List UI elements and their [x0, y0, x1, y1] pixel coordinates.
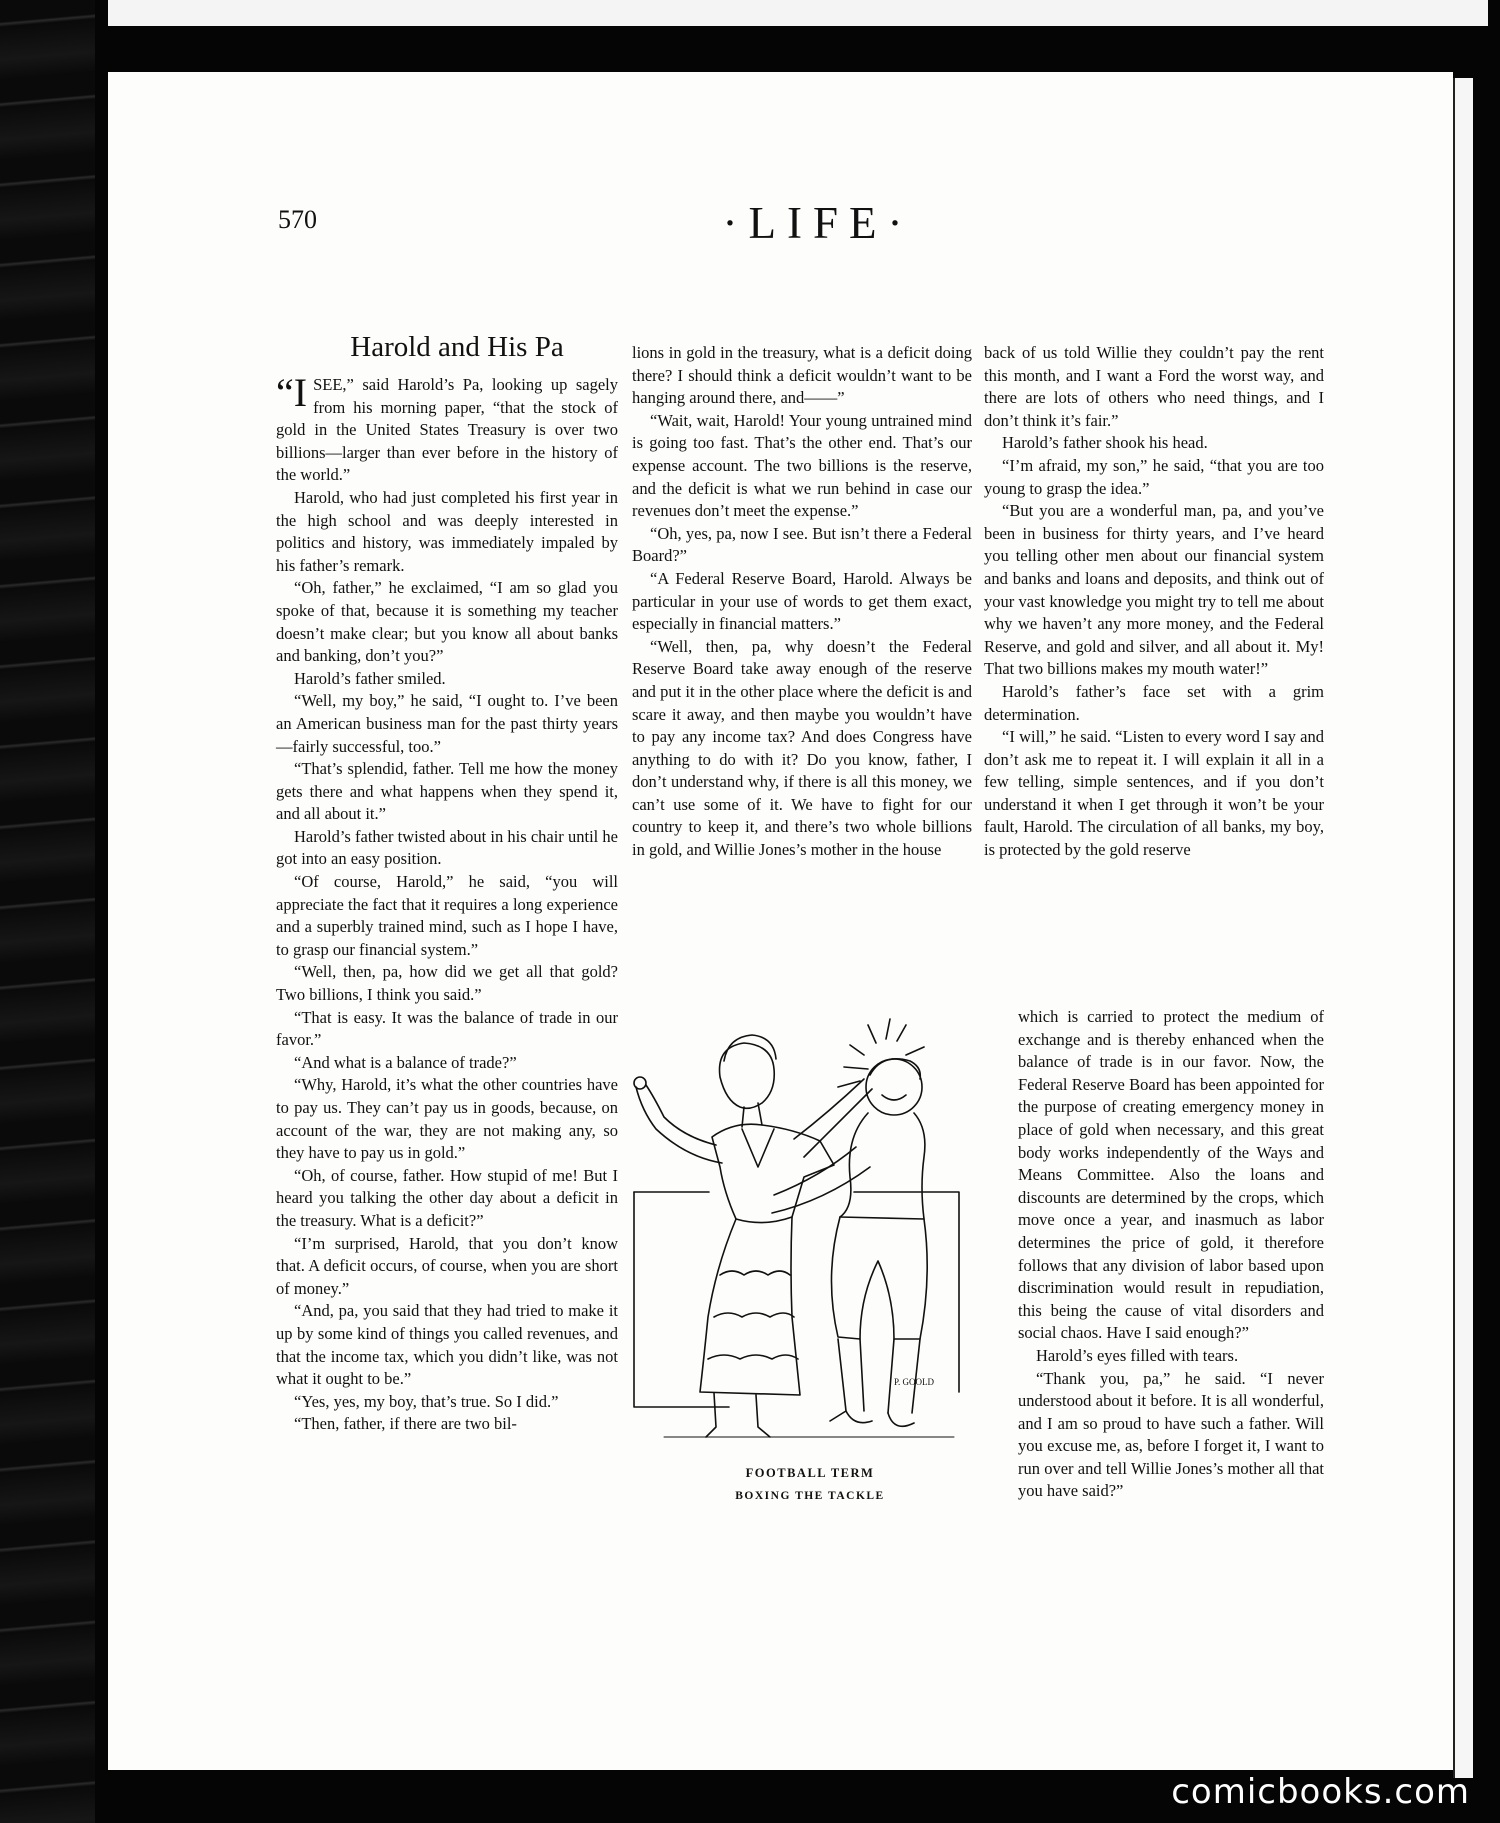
article-paragraph: “Wait, wait, Harold! Your young untrained mind is going too fast. That’s the other end. That’s our expense account. The two billions is the reserve, and the deficit is what we run behind in case our revenues don’t meet the expense.”	[632, 410, 972, 521]
page-header	[108, 197, 1453, 257]
article-paragraph: “I’m surprised, Harold, that you don’t know that. A deficit occurs, of course, when you are short of money.”	[276, 1233, 618, 1298]
article-paragraph: “A Federal Reserve Board, Harold. Always be particular in your use of words to get them exact, especially in financial matters.”	[632, 568, 972, 634]
article-paragraph: “Well, then, pa, why doesn’t the Federal Reserve Board take away enough of the reserve and put it in the other place where the deficit is and scare it away, and then maybe you wouldn’t have to pay any income tax? And does Congress have anything to do with it? Do you know, father, I don’t understand why, if there is all this money, we can’t use some of it. We have to fight for our country to keep it, and there’s two whole billions in gold, and Willie Jones’s mother in the house	[632, 636, 972, 860]
article-paragraph: “ISEE,” said Harold’s Pa, looking up sagely from his morning paper, “that the stock of gold in the United States Treasury is over two billions—larger than ever before in the history of the world.”	[276, 370, 618, 485]
illustration-caption-title: FOOTBALL TERM	[745, 1466, 875, 1480]
article-paragraph: lions in gold in the treasury, what is a deficit doing there? I should think a deficit wouldn’t want to be hanging around there, and——”	[632, 343, 972, 408]
article-paragraph: “Why, Harold, it’s what the other countries have to pay us. They can’t pay us in goods, because, on account of the war, they are not making any, so they have to pay us in gold.”	[276, 1075, 618, 1163]
article-paragraph: “Thank you, pa,” he said. “I never understood about it before. It is all wonderful, and I am so proud to have such a father. Will you excuse me, as, before I forget it, I want to run over and tell Willie Jones’s mother all that you have said?”	[1018, 1368, 1324, 1501]
article-paragraph: which is carried to protect the medium of exchange and is thereby enhanced when the balance of trade is in our favor. Now, the Federal Reserve Board has been appointed for the purpose of creating emergency money in place of gold when necessary, and this great body works independently of the Ways and Means Committee. Also the loans and discounts are determined by the crops, which move once a year, and inasmuch as labor determines the price of gold, it therefore follows that any division of labor based upon discrimination would result in repudiation, this being the cause of vital disorders and social chaos. Have I said enough?”	[1018, 1007, 1324, 1343]
article-paragraph: Harold’s father’s face set with a grim determination.	[984, 681, 1324, 724]
article-paragraph: “Of course, Harold,” he said, “you will appreciate the fact that it requires a long experience and a superbly trained mind, such as I hope I have, to grasp our financial system.”	[276, 872, 618, 959]
article-column-3	[984, 342, 1324, 862]
article-paragraph: “Well, my boy,” he said, “I ought to. I’ve been an American business man for the past thirty years—fairly successful, too.”	[276, 691, 618, 756]
scan-top-strip	[108, 0, 1488, 26]
article-title: Harold and His Pa	[350, 331, 564, 363]
article-paragraph: back of us told Willie they couldn’t pay the rent this month, and I want a Ford the worst way, and there are lots of others who need things, and I don’t think it’s fair.”	[984, 343, 1324, 430]
page-number: 570	[278, 205, 317, 234]
article-paragraph: “Yes, yes, my boy, that’s true. So I did.”	[294, 1391, 559, 1411]
article-paragraph: “And what is a balance of trade?”	[294, 1052, 517, 1072]
drop-cap: “I	[276, 370, 308, 415]
article-paragraph: “And, pa, you said that they had tried to make it up by some kind of things you called revenues, and that the income tax, which you didn’t like, was not what it ought to be.”	[276, 1301, 618, 1389]
article-paragraph: “Oh, father,” he exclaimed, “I am so glad you spoke of that, because it is something my teacher doesn’t make clear; but you know all about banks and banking, don’t you?”	[276, 578, 618, 666]
article-paragraph: Harold’s father smiled.	[294, 668, 446, 688]
article-paragraph: “Well, then, pa, how did we get all that gold? Two billions, I think you said.”	[276, 962, 618, 1005]
magazine-page	[108, 72, 1453, 1770]
article-paragraph: “I will,” he said. “Listen to every word I say and don’t ask me to repeat it. I will explain it all in a few telling, simple sentences, and if you don’t understand it when I get through it won’t be your fault, Harold. The circulation of all banks, my boy, is protected by the gold reserve	[984, 727, 1324, 860]
article-paragraph: “But you are a wonderful man, pa, and you’ve been in business for thirty years, and I’ve heard you telling other men about our financial system and banks and loans and deposits, and think out of your vast knowledge you might try to tell me about why we haven’t any more money, and the Federal Reserve, and gold and silver, and all about it. My! That two billions makes my mouth water!”	[984, 501, 1324, 679]
article-paragraph: “Then, father, if there are two bil-	[294, 1414, 517, 1434]
article-paragraph: Harold, who had just completed his first year in the high school and was deeply interested in politics and history, was immediately impaled by his father’s remark.	[276, 487, 618, 575]
article-paragraph: Harold’s eyes filled with tears.	[1036, 1345, 1239, 1365]
article-paragraph: Harold’s father twisted about in his chair until he got into an easy position.	[276, 826, 618, 869]
article-paragraph: “I’m afraid, my son,” he said, “that you are too young to grasp the idea.”	[984, 455, 1324, 498]
article-column-1	[276, 330, 618, 1436]
article-paragraph: “That’s splendid, father. Tell me how the money gets there and what happens when they spend it, and all about it.”	[276, 759, 618, 824]
article-paragraph: “That is easy. It was the balance of trade in our favor.”	[276, 1007, 618, 1050]
watermark: comicbooks.com	[1171, 1772, 1470, 1812]
article-column-3-continued	[1018, 1006, 1324, 1503]
scan-left-edge	[0, 0, 95, 1823]
article-paragraph: “Oh, yes, pa, now I see. But isn’t there a Federal Board?”	[632, 523, 972, 566]
masthead: ·LIFE·	[722, 198, 914, 248]
illustration-caption-subtitle: BOXING THE TACKLE	[735, 1490, 885, 1502]
article-column-2	[632, 342, 972, 862]
article-paragraph: “Oh, of course, father. How stupid of me! But I heard you talking the other day about a deficit in the treasury. What is a deficit?”	[276, 1165, 618, 1230]
article-paragraph: Harold’s father shook his head.	[1002, 433, 1208, 453]
artist-signature: P. GOOLD	[894, 1377, 935, 1387]
facing-page-edge	[1453, 78, 1473, 1778]
cartoon-illustration	[624, 1017, 996, 1447]
